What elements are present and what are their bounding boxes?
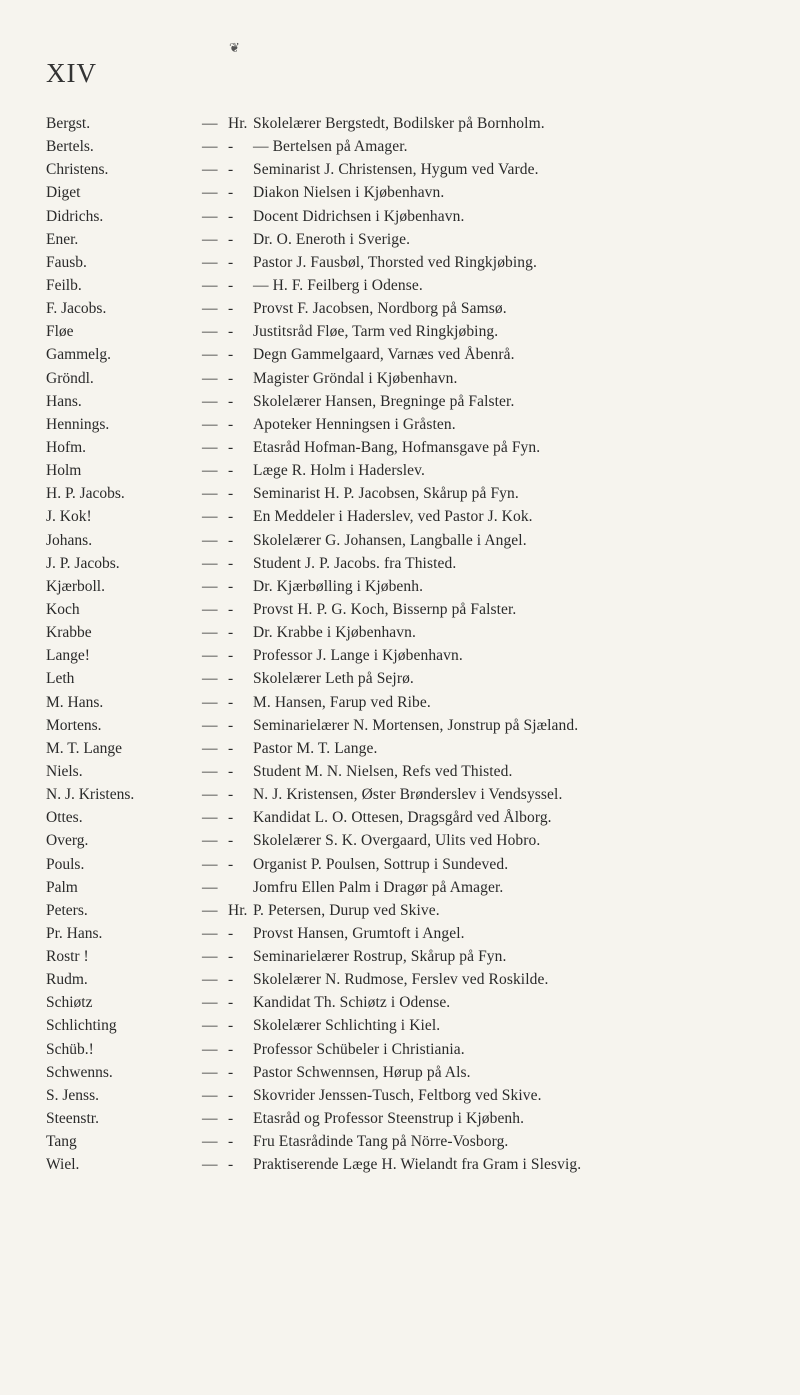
entry-dash: — [202,994,218,1012]
entry-description: Skolelærer Schlichting i Kiel. [253,1017,441,1035]
entry-description: Fru Etasrådinde Tang på Nörre-Vosborg. [253,1133,509,1151]
entry-description: En Meddeler i Haderslev, ved Pastor J. Kok. [253,508,533,526]
entry-dash: — [202,809,218,827]
list-item [46,714,796,737]
entry-dash: — [202,485,218,503]
entry-title: - [228,809,234,827]
entry-title: - [228,438,234,456]
list-item [46,482,796,505]
entry-abbreviation: Bergst. [46,115,91,132]
list-item [46,251,796,274]
entry-abbreviation: Fløe [46,323,74,341]
entry-title: - [228,161,234,179]
entry-abbreviation: J. Kok! [46,508,92,526]
entry-title: - [228,346,234,364]
entry-abbreviation: Diget [46,184,81,202]
entry-dash: — [202,716,218,734]
list-item [46,598,796,621]
entry-dash: — [202,786,218,804]
list-item [46,552,796,575]
entry-dash: — [202,670,218,688]
entry-description: Diakon Nielsen i Kjøbenhavn. [253,184,445,202]
entry-abbreviation: M. Hans. [46,693,104,711]
entry-description: P. Petersen, Durup ved Skive. [253,901,440,919]
list-item [46,459,796,482]
list-item [46,228,796,251]
entry-title: - [228,1063,234,1081]
list-item [46,922,796,945]
list-item [46,367,796,390]
list-item [46,737,796,760]
list-item [46,853,796,876]
entry-abbreviation: Hofm. [46,438,87,456]
entry-title: - [228,948,234,966]
entry-dash: — [202,855,218,873]
entry-description: Student J. P. Jacobs. fra Thisted. [253,554,457,572]
entry-title: - [228,924,234,942]
entry-description: Professor Schübeler i Christiania. [253,1040,465,1058]
entry-dash: — [202,531,218,549]
entry-title: - [228,415,234,433]
list-item [46,112,796,135]
entry-title: - [228,739,234,757]
entry-abbreviation: Niels. [46,762,83,780]
entry-description: Skolelærer N. Rudmose, Ferslev ved Roskilde. [253,971,549,989]
entry-abbreviation: Steenstr. [46,1110,99,1128]
entry-abbreviation: M. T. Lange [46,739,123,757]
abbreviation-list [46,112,796,1176]
entry-dash: — [202,1110,218,1128]
entry-abbreviation: Pouls. [46,855,85,873]
list-item [46,1130,796,1153]
list-item [46,505,796,528]
entry-title: - [228,855,234,873]
list-item [46,343,796,366]
entry-dash: — [202,115,218,132]
entry-abbreviation: Wiel. [46,1156,80,1174]
entry-title: - [228,1133,234,1151]
entry-description: Jomfru Ellen Palm i Dragør på Amager. [253,878,504,896]
entry-title: - [228,1040,234,1058]
entry-title: - [228,369,234,387]
list-item [46,691,796,714]
entry-dash: — [202,624,218,642]
entry-dash: — [202,1063,218,1081]
entry-description: Seminarielærer N. Mortensen, Jonstrup på Sjæland. [253,716,579,734]
entry-abbreviation: J. P. Jacobs. [46,554,120,572]
entry-abbreviation: Didrichs. [46,207,104,225]
entry-description: Pastor M. T. Lange. [253,739,378,757]
entry-abbreviation: Schiøtz [46,994,93,1012]
list-item [46,783,796,806]
entry-description: Docent Didrichsen i Kjøbenhavn. [253,207,465,225]
entry-abbreviation: Leth [46,670,75,688]
entry-title: - [228,832,234,850]
entry-description: Skolelærer Bergstedt, Bodilsker på Bornholm. [253,115,545,132]
entry-dash: — [202,161,218,179]
entry-abbreviation: Ottes. [46,809,83,827]
entry-description: Dr. Kjærbølling i Kjøbenh. [253,577,424,595]
entry-description: Seminarielærer Rostrup, Skårup på Fyn. [253,948,507,966]
list-item [46,320,796,343]
entry-abbreviation: Gammelg. [46,346,111,364]
list-item [46,899,796,922]
entry-description: Skolelærer Hansen, Bregninge på Falster. [253,392,515,410]
entry-dash: — [202,1086,218,1104]
entry-dash: — [202,647,218,665]
entry-description: Etasråd Hofman-Bang, Hofmansgave på Fyn. [253,438,541,456]
entry-abbreviation: Schüb.! [46,1040,94,1058]
entry-title: - [228,647,234,665]
list-item [46,968,796,991]
entry-abbreviation: Feilb. [46,276,82,294]
list-item [46,991,796,1014]
entry-title: - [228,531,234,549]
entry-title: - [228,971,234,989]
entry-description: Skolelærer G. Johansen, Langballe i Angel. [253,531,527,549]
entry-abbreviation: Fausb. [46,253,87,271]
entry-description: Degn Gammelgaard, Varnæs ved Åbenrå. [253,346,515,364]
entry-title: - [228,323,234,341]
entry-description: Seminarist H. P. Jacobsen, Skårup på Fyn. [253,485,519,503]
entry-title: - [228,716,234,734]
entry-dash: — [202,1040,218,1058]
entry-abbreviation: Tang [46,1133,77,1151]
entry-description: Provst F. Jacobsen, Nordborg på Samsø. [253,300,507,318]
entry-dash: — [202,462,218,480]
entry-description: Professor J. Lange i Kjøbenhavn. [253,647,463,665]
entry-title: Hr. [228,901,248,919]
entry-dash: — [202,300,218,318]
entry-dash: — [202,693,218,711]
list-item [46,1014,796,1037]
list-item [46,575,796,598]
entry-dash: — [202,415,218,433]
list-item [46,876,796,899]
entry-description: Læge R. Holm i Haderslev. [253,462,425,480]
entry-description: M. Hansen, Farup ved Ribe. [253,693,431,711]
entry-description: Student M. N. Nielsen, Refs ved Thisted. [253,762,513,780]
entry-title: - [228,230,234,248]
list-item [46,806,796,829]
entry-dash: — [202,184,218,202]
entry-abbreviation: Ener. [46,230,79,248]
entry-title: - [228,624,234,642]
list-item [46,413,796,436]
entry-dash: — [202,600,218,618]
entry-description: N. J. Kristensen, Øster Brønderslev i Vendsyssel. [253,786,563,804]
entry-abbreviation: Lange! [46,647,90,665]
entry-dash: — [202,438,218,456]
entry-description: Provst H. P. G. Koch, Bissernp på Falster. [253,600,517,618]
entry-dash: — [202,878,218,896]
list-item [46,1107,796,1130]
list-item [46,1061,796,1084]
entry-abbreviation: Schlichting [46,1017,117,1035]
entry-description: Magister Gröndal i Kjøbenhavn. [253,369,458,387]
list-item [46,760,796,783]
entry-title: - [228,300,234,318]
entry-description: Dr. Krabbe i Kjøbenhavn. [253,624,416,642]
entry-abbreviation: Johans. [46,531,93,549]
entry-abbreviation: Schwenns. [46,1063,113,1081]
entry-abbreviation: Palm [46,878,78,896]
entry-abbreviation: Bertels. [46,138,94,156]
entry-description: Dr. O. Eneroth i Sverige. [253,230,411,248]
entry-abbreviation: Pr. Hans. [46,924,103,942]
entry-title: - [228,207,234,225]
list-item [46,667,796,690]
entry-description: Seminarist J. Christensen, Hygum ved Varde. [253,161,539,179]
entry-description: Organist P. Poulsen, Sottrup i Sundeved. [253,855,509,873]
entry-dash: — [202,392,218,410]
entry-dash: — [202,1017,218,1035]
list-item [46,158,796,181]
printer-ornament: ❦ [229,40,240,55]
entry-title: - [228,762,234,780]
entry-dash: — [202,1133,218,1151]
entry-title: - [228,276,234,294]
list-item [46,945,796,968]
entry-abbreviation: Koch [46,600,80,618]
entry-abbreviation: S. Jenss. [46,1086,99,1104]
entry-description: Praktiserende Læge H. Wielandt fra Gram i Slesvig. [253,1156,582,1174]
entry-abbreviation: Kjærboll. [46,577,105,595]
entry-abbreviation: Krabbe [46,624,92,642]
entry-abbreviation: Peters. [46,901,88,919]
entry-dash: — [202,230,218,248]
entry-dash: — [202,948,218,966]
entry-abbreviation: Mortens. [46,716,102,734]
entry-title: - [228,693,234,711]
entry-title: - [228,670,234,688]
entry-title: - [228,1017,234,1035]
entry-dash: — [202,508,218,526]
entry-title: - [228,554,234,572]
entry-abbreviation: Holm [46,462,82,480]
entry-description: Apoteker Henningsen i Gråsten. [253,415,456,433]
entry-dash: — [202,207,218,225]
list-item [46,135,796,158]
list-item [46,181,796,204]
entry-dash: — [202,1156,218,1174]
entry-title: - [228,1110,234,1128]
list-item [46,829,796,852]
entry-dash: — [202,253,218,271]
list-item [46,205,796,228]
entry-title: - [228,485,234,503]
entry-dash: — [202,762,218,780]
entry-abbreviation: Gröndl. [46,369,94,387]
entry-description: Kandidat L. O. Ottesen, Dragsgård ved Ålborg. [253,809,552,827]
entry-abbreviation: N. J. Kristens. [46,786,135,804]
entry-description: Pastor J. Fausbøl, Thorsted ved Ringkjøbing. [253,253,537,271]
entry-dash: — [202,554,218,572]
entry-dash: — [202,924,218,942]
entry-abbreviation: Rostr ! [46,948,89,966]
entry-description: Skovrider Jenssen-Tusch, Feltborg ved Skive. [253,1086,542,1104]
entry-abbreviation: F. Jacobs. [46,300,107,318]
list-item [46,529,796,552]
entry-title: - [228,138,234,156]
entry-dash: — [202,138,218,156]
entry-dash: — [202,323,218,341]
list-item [46,390,796,413]
list-item [46,436,796,459]
entry-abbreviation: Hans. [46,392,82,410]
entry-title: - [228,184,234,202]
entry-abbreviation: Overg. [46,832,89,850]
entry-title: - [228,994,234,1012]
entry-dash: — [202,276,218,294]
entry-dash: — [202,739,218,757]
entry-title: - [228,1156,234,1174]
list-item [46,1084,796,1107]
list-item [46,297,796,320]
entry-title: - [228,786,234,804]
list-item [46,621,796,644]
entry-description: — Bertelsen på Amager. [253,138,408,156]
entry-abbreviation: Christens. [46,161,109,179]
entry-title: - [228,462,234,480]
entry-title: - [228,1086,234,1104]
entry-description: Justitsråd Fløe, Tarm ved Ringkjøbing. [253,323,499,341]
entry-dash: — [202,971,218,989]
entry-abbreviation: Hennings. [46,415,110,433]
entry-title: - [228,600,234,618]
entry-dash: — [202,577,218,595]
page-number: XIV [46,58,97,88]
entry-description: Skolelærer S. K. Overgaard, Ulits ved Hobro. [253,832,541,850]
entry-description: Pastor Schwennsen, Hørup på Als. [253,1063,471,1081]
entry-abbreviation: Rudm. [46,971,88,989]
entry-title: - [228,508,234,526]
entry-title: - [228,577,234,595]
list-item [46,644,796,667]
entry-dash: — [202,369,218,387]
entry-title: - [228,253,234,271]
list-item [46,274,796,297]
entry-abbreviation: H. P. Jacobs. [46,485,125,503]
entry-dash: — [202,346,218,364]
entry-description: Provst Hansen, Grumtoft i Angel. [253,924,465,942]
entry-description: Kandidat Th. Schiøtz i Odense. [253,994,451,1012]
list-item [46,1038,796,1061]
list-item [46,1153,796,1176]
entry-description: — H. F. Feilberg i Odense. [253,276,423,294]
entry-description: Skolelærer Leth på Sejrø. [253,670,414,688]
entry-description: Etasråd og Professor Steenstrup i Kjøbenh. [253,1110,525,1128]
entry-dash: — [202,832,218,850]
entry-dash: — [202,901,218,919]
entry-title: - [228,392,234,410]
entry-title: Hr. [228,115,248,132]
